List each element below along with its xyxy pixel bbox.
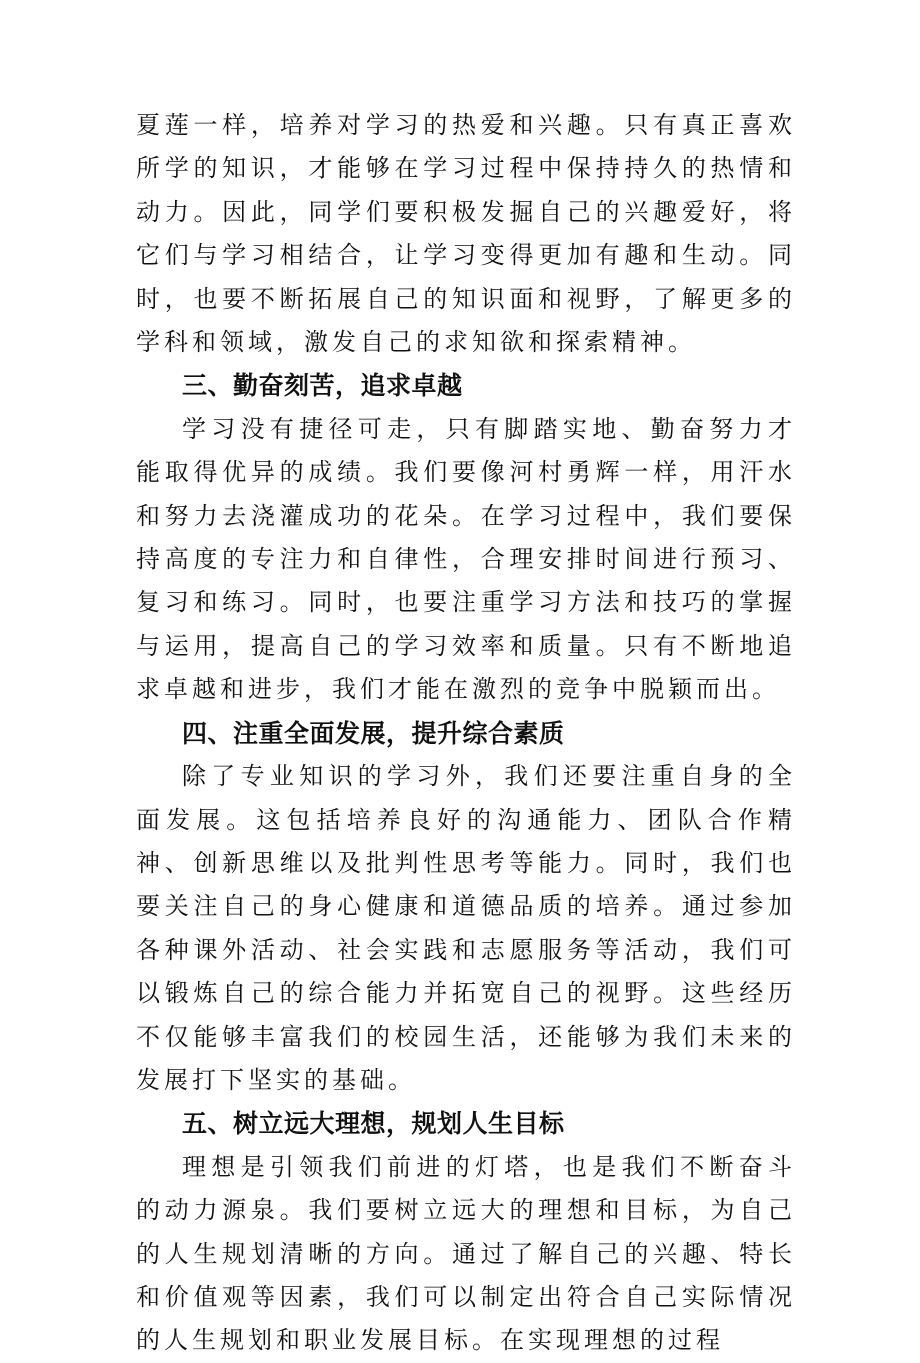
- paragraph-development: 除了专业知识的学习外，我们还要注重自身的全面发展。这包括培养良好的沟通能力、团队合作精神、创新思维以及批判性思考等能力。同时，我们也要关注自己的身心健康和道德品质的培养。通过参加各种课外活动、社会实践和志愿服务等活动，我们可以锻炼自己的综合能力并拓宽自己的视野。这些经历不仅能够丰富我们的校园生活，还能够为我们未来的发展打下坚实的基础。: [136, 762, 796, 1094]
- section-heading-3: 三、勤奋刻苦，追求卓越: [182, 371, 463, 401]
- paragraph-ideals: 理想是引领我们前进的灯塔，也是我们不断奋斗的动力源泉。我们要树立远大的理想和目标，为自己的人生规划清晰的方向。通过了解自己的兴趣、特长和价值观等因素，我们可以制定出符合自己实际情况的人生规划和职业发展目标。在实现理想的过程: [136, 1152, 796, 1355]
- section-heading-4: 四、注重全面发展，提升综合素质: [182, 718, 565, 748]
- section-heading-5: 五、树立远大理想，规划人生目标: [182, 1109, 565, 1139]
- paragraph-interest: 夏莲一样，培养对学习的热爱和兴趣。只有真正喜欢所学的知识，才能够在学习过程中保持持久的热情和动力。因此，同学们要积极发掘自己的兴趣爱好，将它们与学习相结合，让学习变得更加有趣和生动。同时，也要不断拓展自己的知识面和视野，了解更多的学科和领域，激发自己的求知欲和探索精神。: [136, 111, 796, 357]
- paragraph-diligence: 学习没有捷径可走，只有脚踏实地、勤奋努力才能取得优异的成绩。我们要像河村勇辉一样，用汗水和努力去浇灌成功的花朵。在学习过程中，我们要保持高度的专注力和自律性，合理安排时间进行预习、复习和练习。同时，也要注重学习方法和技巧的掌握与运用，提高自己的学习效率和质量。只有不断地追求卓越和进步，我们才能在激烈的竞争中脱颖而出。: [136, 414, 796, 704]
- document-body: [136, 104, 796, 1363]
